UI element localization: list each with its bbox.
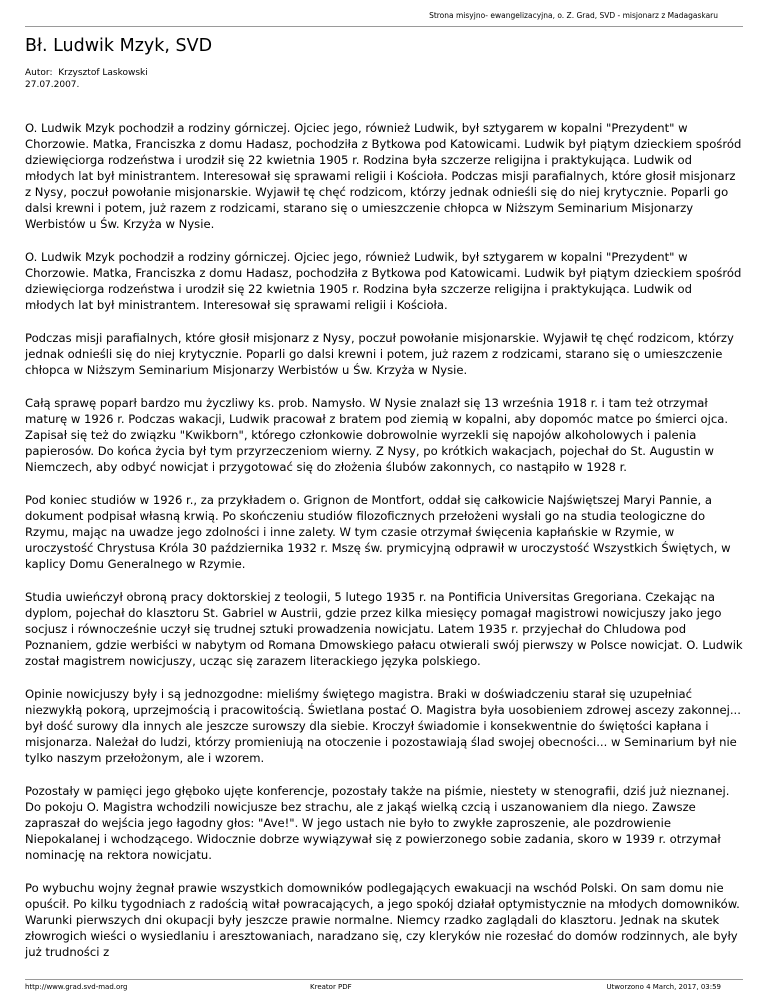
article-title: Bł. Ludwik Mzyk, SVD (25, 36, 213, 56)
paragraph: Po wybuchu wojny żegnał prawie wszystkich domowników podlegających ewakuacji na wschód Polski. On sam domu nie opuścił. Po kilku tygodniach z radością witał powracających, a jego spokój działał optymistycznie na młodych domowników. Warunki pierwszych dni okupacji były jeszcze prawie normalne. Niemcy rzadko zaglądali do klasztoru. Jednak na skutek złowrogich wieści o wysiedlaniu i aresztowaniach, naradzano się, czy kleryków nie rozesłać do domów rodzinnych, ale były już trudności z (25, 881, 740, 959)
paragraph: Podczas misji parafialnych, które głosił misjonarz z Nysy, poczuł powołanie misjonarskie. Wyjawił tę chęć rodzicom, którzy jednak odnieśli się do niej krytycznie. Poparli go dalsi krewni i potem, już razem z rodzicami, starano się o umieszczenie chłopca w Niższym Seminarium Misjonarzy Werbistów u Św. Krzyża w Nysie. (25, 331, 734, 377)
paragraph: Pozostały w pamięci jego głęboko ujęte konferencje, pozostały także na piśmie, niestety w stenografii, dziś już nieznanej. Do pokoju O. Magistra wchodzili nowicjusze bez strachu, ale z jakąś wielką czcią i uszanowaniem dla niego. Zawsze zapraszał do wejścia jego łagodny głos: "Ave!". W jego ustach nie było to zwykłe zaproszenie, ale pozdrowienie Niepokalanej i wchodzącego. Widocznie dobrze wywiązywał się z powierzonego sobie zadania, skoro w 1939 r. otrzymał nominację na rektora nowicjatu. (25, 784, 730, 862)
header-divider (25, 26, 743, 27)
running-header: Strona misyjno- ewangelizacyjna, o. Z. Grad, SVD - misjonarz z Madagaskaru (429, 11, 718, 20)
paragraph: Opinie nowicjuszy były i są jednozgodne: mieliśmy świętego magistra. Braki w doświadczeniu starał się uzupełniać niezwykłą pokorą, uprzejmością i pracowitością. Świetlana postać O. Magistra była uosobieniem zdrowej ascezy zakonnej... był dość surowy dla innych ale jeszcze surowszy dla siebie. Kroczył świadomie i konsekwentnie do świętości kapłana i misjonarza. Należał do ludzi, którzy promieniują na otoczenie i pozostawiają ślad swojej obecności... w Seminarium był nie tylko naszym przełożonym, ale i wzorem. (25, 687, 741, 765)
article-body (25, 120, 743, 977)
footer-url-link[interactable]: http://www.grad.svd-mad.org (25, 983, 128, 991)
article-meta (25, 67, 148, 91)
paragraph: Całą sprawę poparł bardzo mu życzliwy ks. prob. Namysło. W Nysie znalazł się 13 września 1918 r. i tam też otrzymał maturę w 1926 r. Podczas wakacji, Ludwik pracował z bratem pod ziemią w kopalni, aby dopomóc matce po śmierci ojca. Zapisał się też do związku "Kwikborn", którego członkowie dobrowolnie wyrzekli się napojów alkoholowych i palenia papierosów. Do końca życia był tym przyrzeczeniom wierny. Z Nysy, po krótkich wakacjach, pojechał do St. Augustin w Niemczech, aby odbyć nowicjat i przygotować się do złożenia ślubów zakonnych, co nastąpiło w 1928 r. (25, 396, 729, 474)
paragraph: O. Ludwik Mzyk pochodził a rodziny górniczej. Ojciec jego, również Ludwik, był sztygarem w kopalni "Prezydent" w Chorzowie. Matka, Franciszka z domu Hadasz, pochodziła z Bytkowa pod Katowicami. Ludwik był piątym dzieckiem spośród dziewięciorga rodzeństwa i urodził się 22 kwietnia 1905 r. Rodzina była szczerze religijna i praktykująca. Ludwik od młodych lat był ministrantem. Interesował się sprawami religii i Kościoła. (25, 250, 742, 312)
footer-divider (25, 979, 743, 980)
author-line (25, 67, 148, 79)
paragraph: Pod koniec studiów w 1926 r., za przykładem o. Grignon de Montfort, oddał się całkowicie Najświętszej Maryi Pannie, a dokument podpisał własną krwią. Po skończeniu studiów filozoficznych przełożeni wysłali go na studia teologiczne do Rzymu, mając na uwadze jego zdolności i inne zalety. W tym czasie otrzymał święcenia kapłańskie w Rzymie, w uroczystość Chrystusa Króla 30 października 1932 r. Mszę św. prymicyjną odprawił w uroczystość Wszystkich Świętych, w kaplicy Domu Generalnego w Rzymie. (25, 493, 731, 571)
footer-created-date: Utworzono 4 March, 2017, 03:59 (606, 983, 721, 991)
footer-generator: Kreator PDF (310, 983, 352, 991)
paragraph: Studia uwieńczył obroną pracy doktorskiej z teologii, 5 lutego 1935 r. na Pontificia Universitas Gregoriana. Czekając na dyplom, pojechał do klasztoru St. Gabriel w Austrii, gdzie przez kilka miesięcy pomagał magistrowi nowicjuszy jako jego socjusz i równocześnie uczył się trudnej sztuki prowadzenia nowicjatu. Latem 1935 r. przyjechał do Chludowa pod Poznaniem, gdzie werbiści w nabytym od Romana Dmowskiego pałacu otwierali swój pierwszy w Polsce nowicjat. O. Ludwik został magistrem nowicjuszy, ucząc się zarazem literackiego języka polskiego. (25, 590, 743, 668)
publish-date: 27.07.2007. (25, 80, 80, 90)
paragraph: O. Ludwik Mzyk pochodził a rodziny górniczej. Ojciec jego, również Ludwik, był sztygarem w kopalni "Prezydent" w Chorzowie. Matka, Franciszka z domu Hadasz, pochodziła z Bytkowa pod Katowicami. Ludwik był piątym dzieckiem spośród dziewięciorga rodzeństwa i urodził się 22 kwietnia 1905 r. Rodzina była szczerze religijna i praktykująca. Ludwik od młodych lat był ministrantem. Interesował się sprawami religii i Kościoła. Podczas misji parafialnych, które głosił misjonarz z Nysy, poczuł powołanie misjonarskie. Wyjawił tę chęć rodzicom, którzy jednak odnieśli się do niej krytycznie. Poparli go dalsi krewni i potem, już razem z rodzicami, starano się o umieszczenie chłopca w Niższym Seminarium Misjonarzy Werbistów u Św. Krzyża w Nysie. (25, 121, 742, 231)
author-name: Krzysztof Laskowski (58, 68, 148, 78)
author-label: Autor: (25, 68, 53, 78)
